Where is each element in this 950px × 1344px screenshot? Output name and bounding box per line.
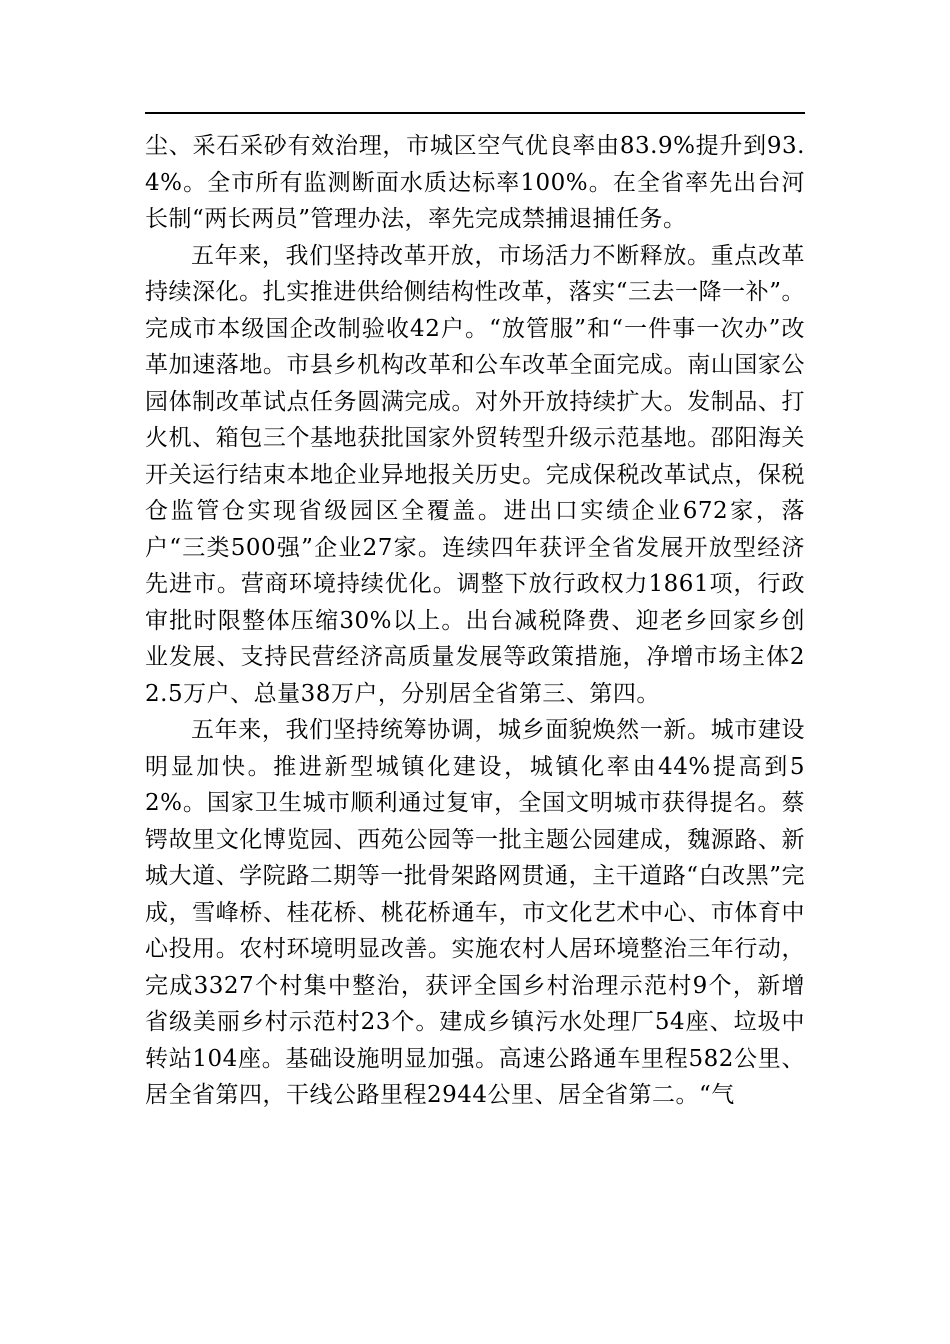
paragraph-urban-rural: 五年来，我们坚持统筹协调，城乡面貌焕然一新。城市建设明显加快。推进新型城镇化建设，城镇化率由44%提高到52%。国家卫生城市顺利通过复审，全国文明城市获得提名。蔡锷故里文化博览园、西苑公园等一批主题公园建成，魏源路、新城大道、学院路二期等一批骨架路网贯通，主干道路“白改黑”完成，雪峰桥、桂花桥、桃花桥通车，市文化艺术中心、市体育中心投用。农村环境明显改善。实施农村人居环境整治三年行动，完成3327个村集中整治，获评全国乡村治理示范村9个，新增省级美丽乡村示范村23个。建成乡镇污水处理厂54座、垃圾中转站104座。基础设施明显加强。高速公路通车里程582公里、居全省第四，干线公路里程2944公里、居全省第二。“气 bbox=[145, 717, 805, 1108]
header-rule bbox=[145, 112, 805, 114]
document-body bbox=[145, 128, 805, 1114]
paragraph-continuation: 尘、采石采砂有效治理，市城区空气优良率由83.9%提升到93.4%。全市所有监测断面水质达标率100%。在全省率先出台河长制“两长两员”管理办法，率先完成禁捕退捕任务。 bbox=[145, 133, 805, 232]
paragraph-reform-opening: 五年来，我们坚持改革开放，市场活力不断释放。重点改革持续深化。扎实推进供给侧结构性改革，落实“三去一降一补”。完成市本级国企改制验收42户。“放管服”和“一件事一次办”改革加速落地。市县乡机构改革和公车改革全面完成。南山国家公园体制改革试点任务圆满完成。对外开放持续扩大。发制品、打火机、箱包三个基地获批国家外贸转型升级示范基地。邵阳海关开关运行结束本地企业异地报关历史。完成保税改革试点，保税仓监管仓实现省级园区全覆盖。进出口实绩企业672家，落户“三类500强”企业27家。连续四年获评全省发展开放型经济先进市。营商环境持续优化。调整下放行政权力1861项，行政审批时限整体压缩30%以上。出台减税降费、迎老乡回家乡创业发展、支持民营经济高质量发展等政策措施，净增市场主体22.5万户、总量38万户，分别居全省第三、第四。 bbox=[145, 242, 805, 707]
